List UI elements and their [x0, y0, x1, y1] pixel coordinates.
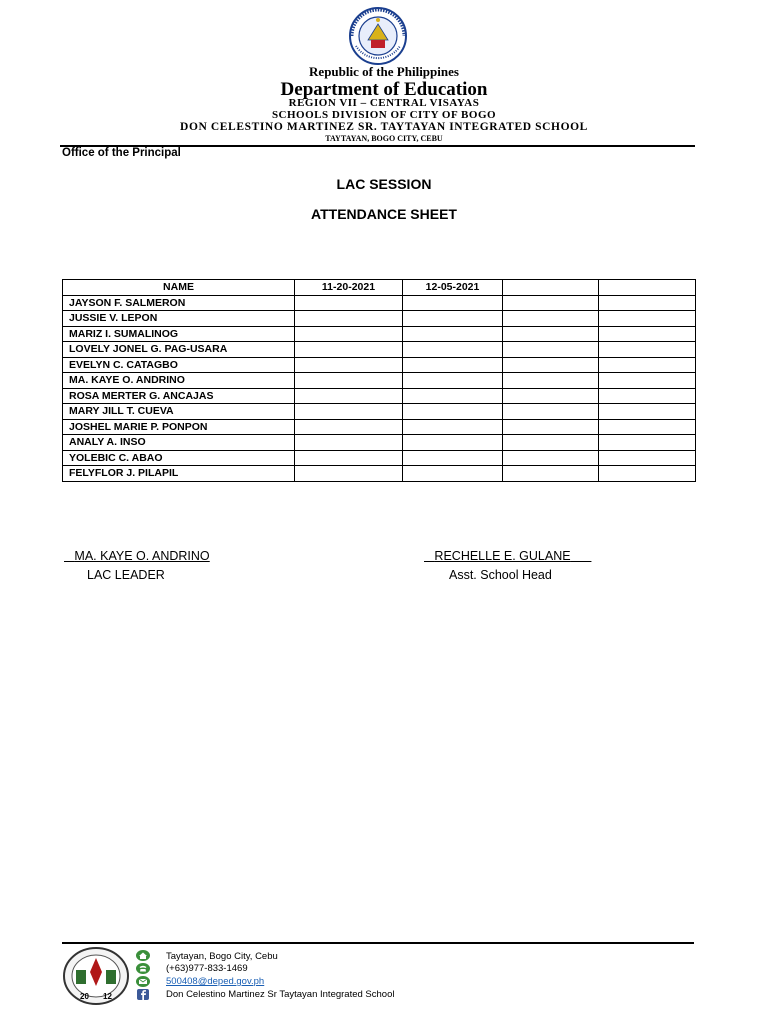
department-title: Department of Education — [280, 79, 488, 100]
lac-leader-title: LAC LEADER — [87, 568, 165, 582]
col-header-blank-2 — [599, 280, 696, 296]
table-row — [63, 450, 696, 466]
division-label: SCHOOLS DIVISION OF CITY OF BOGO — [271, 109, 497, 121]
deped-seal-icon — [338, 6, 418, 66]
footer-divider — [62, 942, 694, 944]
attendee-name-cell: YOLEBIC C. ABAO — [63, 450, 295, 466]
attendance-cell[interactable] — [599, 373, 696, 389]
attendee-name-cell: EVELYN C. CATAGBO — [63, 357, 295, 373]
attendance-cell[interactable] — [503, 388, 599, 404]
attendance-cell[interactable] — [599, 450, 696, 466]
attendance-cell[interactable] — [295, 388, 403, 404]
attendance-cell[interactable] — [403, 311, 503, 327]
email-icon — [136, 976, 150, 987]
attendance-cell[interactable] — [295, 404, 403, 420]
attendance-cell[interactable] — [503, 342, 599, 358]
attendance-cell[interactable] — [599, 295, 696, 311]
attendance-cell[interactable] — [503, 373, 599, 389]
attendance-table — [62, 279, 696, 482]
office-label: Office of the Principal — [62, 147, 181, 159]
attendee-name-cell: MARIZ I. SUMALINOG — [63, 326, 295, 342]
attendance-cell[interactable] — [403, 373, 503, 389]
attendance-cell[interactable] — [599, 311, 696, 327]
school-address: TAYTAYAN, BOGO CITY, CEBU — [325, 134, 443, 143]
phone-icon — [136, 963, 150, 974]
lac-leader-name: MA. KAYE O. ANDRINO — [74, 549, 210, 563]
table-body — [63, 295, 696, 481]
attendee-name-cell: MA. KAYE O. ANDRINO — [63, 373, 295, 389]
attendance-cell[interactable] — [295, 342, 403, 358]
attendance-cell[interactable] — [503, 435, 599, 451]
table-row — [63, 419, 696, 435]
attendance-cell[interactable] — [599, 404, 696, 420]
col-header-date-1: 11-20-2021 — [295, 280, 403, 296]
col-header-name: NAME — [63, 280, 295, 296]
attendance-cell[interactable] — [503, 326, 599, 342]
attendee-name-cell: ROSA MERTER G. ANCAJAS — [63, 388, 295, 404]
document-title: LAC SESSION — [336, 176, 432, 192]
attendance-cell[interactable] — [403, 466, 503, 482]
school-logo-icon — [62, 946, 130, 1006]
attendance-cell[interactable] — [295, 357, 403, 373]
attendance-cell[interactable] — [295, 373, 403, 389]
school-name: DON CELESTINO MARTINEZ SR. TAYTAYAN INTEGRATED SCHOOL — [180, 121, 588, 133]
attendance-cell[interactable] — [295, 295, 403, 311]
attendance-cell[interactable] — [403, 357, 503, 373]
attendance-cell[interactable] — [295, 311, 403, 327]
attendee-name-cell: FELYFLOR J. PILAPIL — [63, 466, 295, 482]
footer-facebook: Don Celestino Martinez Sr Taytayan Integrated School — [166, 989, 395, 1000]
col-header-date-2: 12-05-2021 — [403, 280, 503, 296]
attendance-cell[interactable] — [599, 419, 696, 435]
table-row — [63, 295, 696, 311]
col-header-blank-1 — [503, 280, 599, 296]
attendance-cell[interactable] — [599, 435, 696, 451]
attendance-cell[interactable] — [403, 295, 503, 311]
facebook-icon — [136, 989, 150, 1000]
attendance-cell[interactable] — [503, 357, 599, 373]
attendee-name-cell: ANALY A. INSO — [63, 435, 295, 451]
region-label: REGION VII – CENTRAL VISAYAS — [288, 97, 480, 109]
footer-email-link[interactable]: 500408@deped.gov.ph — [166, 976, 265, 987]
attendance-cell[interactable] — [403, 419, 503, 435]
svg-text:12: 12 — [103, 992, 112, 1001]
table-row — [63, 357, 696, 373]
republic-label: Republic of the Philippines — [309, 64, 459, 79]
home-icon — [136, 950, 150, 961]
attendance-cell[interactable] — [503, 466, 599, 482]
attendance-cell[interactable] — [503, 404, 599, 420]
attendance-cell[interactable] — [599, 357, 696, 373]
attendance-cell[interactable] — [295, 326, 403, 342]
attendance-cell[interactable] — [403, 435, 503, 451]
attendance-cell[interactable] — [295, 450, 403, 466]
asst-school-head-name: RECHELLE E. GULANE — [434, 549, 571, 563]
attendance-cell[interactable] — [403, 388, 503, 404]
footer-phone: (+63)977-833-1469 — [166, 963, 248, 974]
attendance-cell[interactable] — [403, 450, 503, 466]
attendance-cell[interactable] — [599, 342, 696, 358]
attendance-cell[interactable] — [295, 466, 403, 482]
table-header-row — [63, 280, 696, 296]
attendee-name-cell: MARY JILL T. CUEVA — [63, 404, 295, 420]
attendance-cell[interactable] — [503, 419, 599, 435]
attendance-cell[interactable] — [599, 388, 696, 404]
attendee-name-cell: LOVELY JONEL G. PAG-USARA — [63, 342, 295, 358]
attendance-cell[interactable] — [403, 326, 503, 342]
attendance-cell[interactable] — [503, 295, 599, 311]
document-subtitle: ATTENDANCE SHEET — [311, 206, 457, 222]
attendee-name-cell: JOSHEL MARIE P. PONPON — [63, 419, 295, 435]
attendee-name-cell: JAYSON F. SALMERON — [63, 295, 295, 311]
attendance-cell[interactable] — [599, 326, 696, 342]
attendance-cell[interactable] — [403, 404, 503, 420]
table-row — [63, 388, 696, 404]
table-row — [63, 466, 696, 482]
attendance-cell[interactable] — [403, 342, 503, 358]
table-row — [63, 435, 696, 451]
svg-text:20: 20 — [80, 992, 89, 1001]
table-row — [63, 342, 696, 358]
attendee-name-cell: JUSSIE V. LEPON — [63, 311, 295, 327]
attendance-cell[interactable] — [503, 450, 599, 466]
table-row — [63, 326, 696, 342]
attendance-cell[interactable] — [295, 435, 403, 451]
table-row — [63, 311, 696, 327]
attendance-cell[interactable] — [295, 419, 403, 435]
table-row — [63, 373, 696, 389]
attendance-cell[interactable] — [503, 311, 599, 327]
footer-address: Taytayan, Bogo City, Cebu — [166, 951, 278, 962]
attendance-cell[interactable] — [599, 466, 696, 482]
table-row — [63, 404, 696, 420]
asst-school-head-title: Asst. School Head — [449, 568, 552, 582]
